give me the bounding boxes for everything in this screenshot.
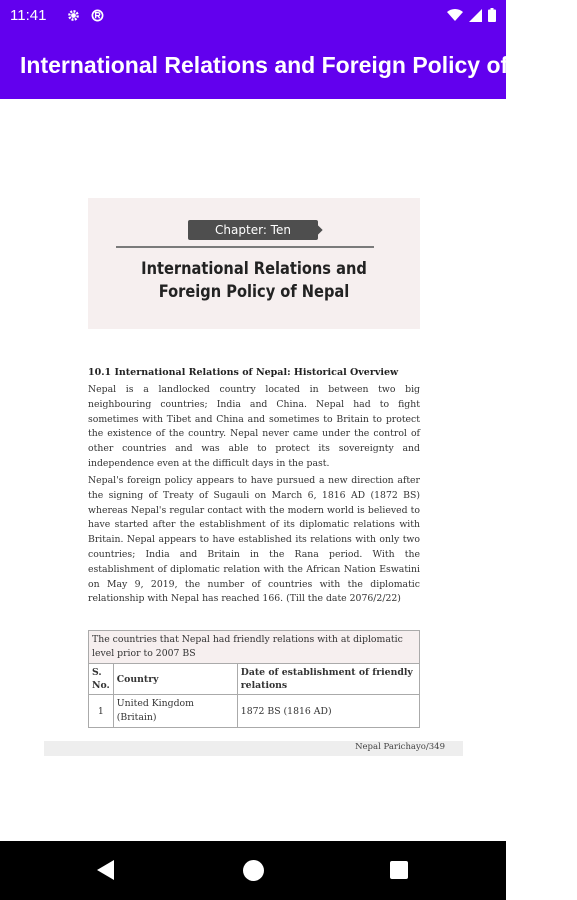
home-icon[interactable] bbox=[243, 860, 264, 881]
app-title: International Relations and Foreign Policy of Nepal bbox=[20, 52, 577, 78]
table-row bbox=[89, 695, 420, 728]
chapter-divider bbox=[116, 246, 374, 248]
table-header-country: Country bbox=[113, 664, 237, 695]
battery-icon bbox=[488, 8, 496, 22]
table-cell-date: 1872 BS (1816 AD) bbox=[237, 695, 419, 728]
paragraph-2: Nepal's foreign policy appears to have pursued a new direction after the signing of Treaty of Sugauli on March 6, 1816 AD (1872 BS) whereas Nepal's regular contact with the modern world is believed to have started after the establishment of its diplomatic relations with Britain. Nepal appears to have established its relations with only two countries; India and Britain in the Rana period. With the establishment of diplomatic relation with the African Nation Eswatini on May 9, 2019, the number of countries with the diplomatic relationship with Nepal has reached 166. (Till the date 2076/2/22) bbox=[88, 475, 420, 605]
friendly-relations-table bbox=[88, 630, 420, 728]
chapter-title-line1: International Relations and bbox=[141, 259, 367, 279]
chapter-title-line2: Foreign Policy of Nepal bbox=[158, 282, 350, 302]
page-number: Nepal Parichayo/349 bbox=[355, 742, 445, 752]
page-footer bbox=[44, 741, 463, 756]
chapter-title bbox=[128, 258, 379, 304]
back-icon[interactable] bbox=[97, 860, 114, 880]
recents-icon[interactable] bbox=[390, 861, 408, 879]
table-header-sno: S. No. bbox=[89, 664, 114, 695]
paragraph-1: Nepal is a landlocked country located in between two big neighbouring countries; India and China. Nepal had to fight sometimes with Tibet and China and sometimes to Britain to protect the existence of the country. Nepal never came under the control of other countries and was able to protect its sovereignty and independence even at the difficult days in the past. bbox=[88, 384, 420, 469]
nav-bar bbox=[0, 841, 506, 900]
status-bar bbox=[0, 0, 506, 30]
table-cell-country: United Kingdom (Britain) bbox=[113, 695, 237, 728]
circle-r-icon bbox=[91, 9, 104, 22]
gear-icon bbox=[67, 9, 80, 22]
table-caption: The countries that Nepal had friendly relations with at diplomatic level prior to 2007 BS bbox=[89, 631, 420, 664]
status-time: 11:41 bbox=[10, 7, 47, 24]
section-heading: 10.1 International Relations of Nepal: Historical Overview bbox=[88, 367, 399, 378]
chapter-tag: Chapter: Ten bbox=[188, 220, 318, 240]
signal-icon bbox=[469, 9, 482, 22]
chapter-header-box bbox=[88, 198, 420, 329]
status-right-icons bbox=[447, 8, 496, 22]
app-bar bbox=[0, 30, 577, 99]
table-header-date: Date of establishment of friendly relations bbox=[237, 664, 419, 695]
table-cell-sno: 1 bbox=[89, 695, 114, 728]
wifi-icon bbox=[447, 9, 463, 22]
